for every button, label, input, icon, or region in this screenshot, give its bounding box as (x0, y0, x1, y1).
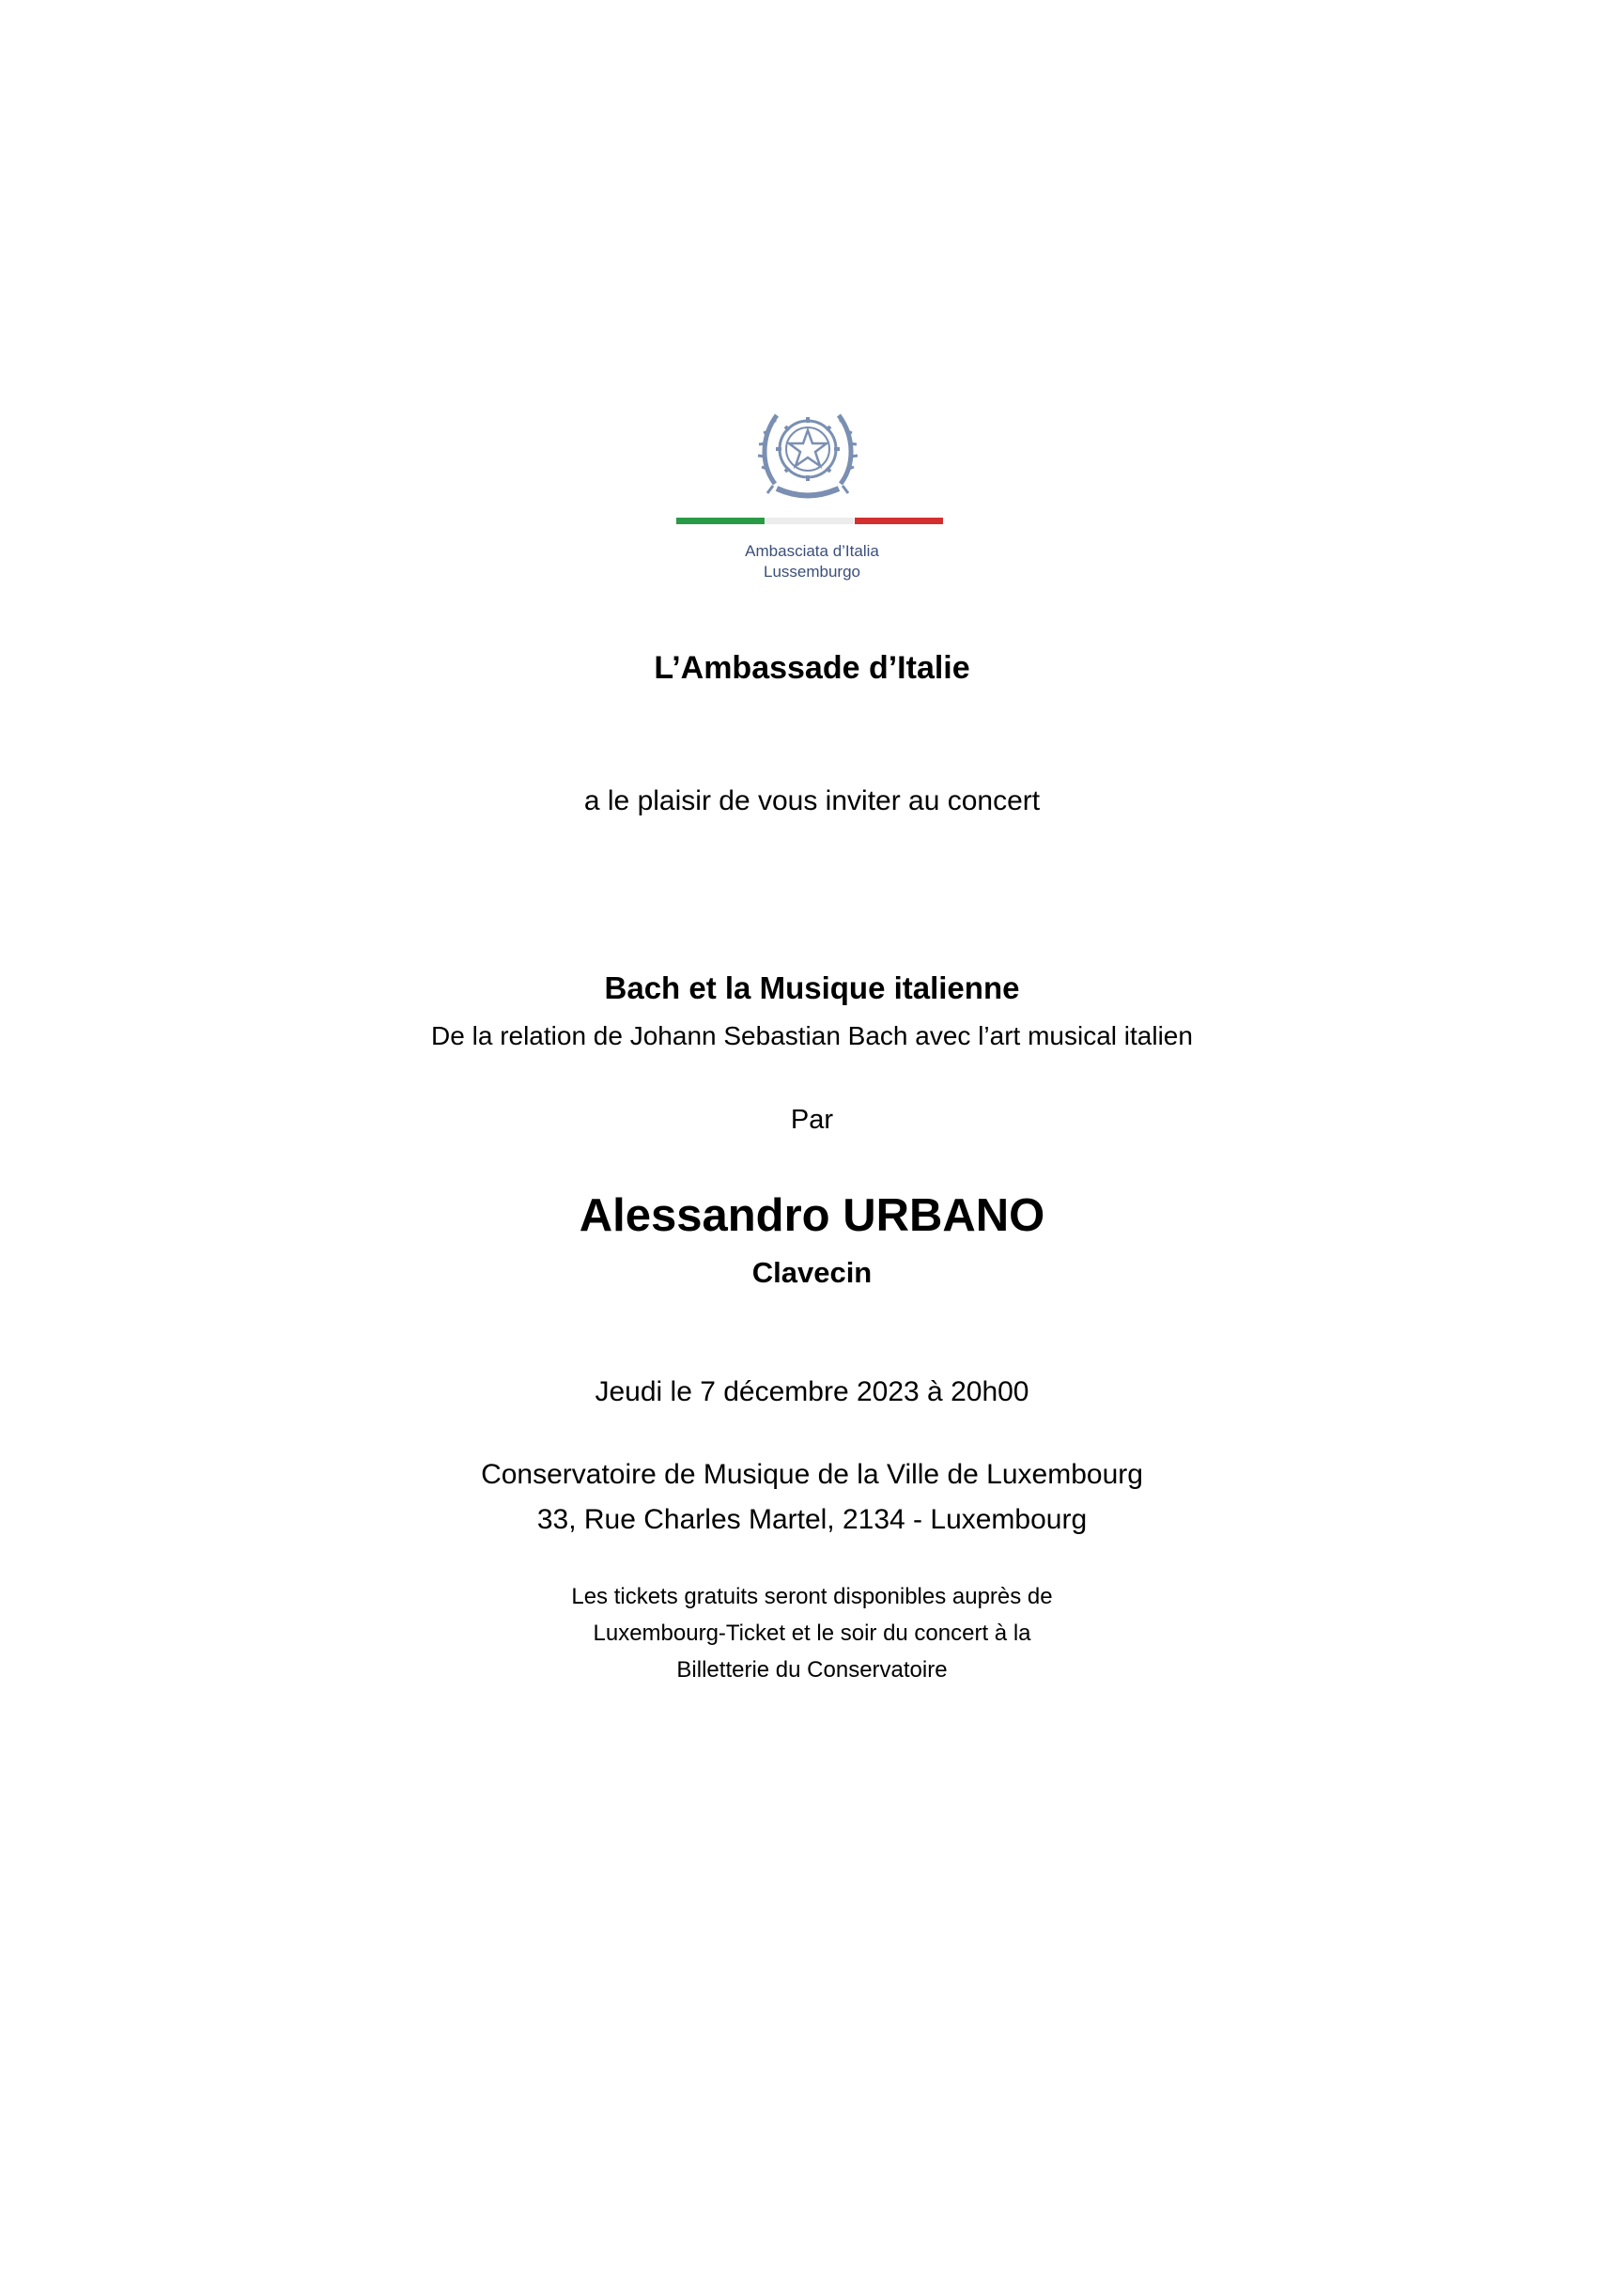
concert-title: Bach et la Musique italienne (604, 970, 1020, 1005)
concert-subtitle: De la relation de Johann Sebastian Bach avec l’art musical italien (431, 1021, 1193, 1050)
performer-instrument: Clavecin (751, 1256, 873, 1289)
flag-stripe-red (855, 518, 943, 524)
invitation-text: a le plaisir de vous inviter au concert (583, 785, 1041, 816)
tickets-line2: Luxembourg-Ticket et le soir du concert à la (593, 1621, 1031, 1646)
venue-name: Conservatoire de Musique de la Ville de Luxembourg (481, 1459, 1143, 1490)
italian-republic-emblem-icon (756, 395, 859, 505)
embassy-logo-line1: Ambasciata d’Italia (745, 542, 879, 560)
by-label: Par (790, 1105, 834, 1135)
concert-date: Jeudi le 7 décembre 2023 à 20h00 (595, 1376, 1029, 1407)
performer-name: Alessandro URBANO (579, 1190, 1045, 1241)
tickets-line3: Billetterie du Conservatoire (676, 1657, 948, 1683)
tickets-info (0, 1578, 1624, 1688)
host-title: L’Ambassade d’Italie (654, 650, 970, 686)
flag-stripe-green (676, 518, 765, 524)
tickets-line1: Les tickets gratuits seront disponibles auprès de (571, 1584, 1053, 1609)
venue-address: 33, Rue Charles Martel, 2134 - Luxembourg (536, 1504, 1088, 1535)
embassy-logo-line2: Lussemburgo (763, 563, 860, 581)
flag-stripe-white (766, 518, 854, 524)
